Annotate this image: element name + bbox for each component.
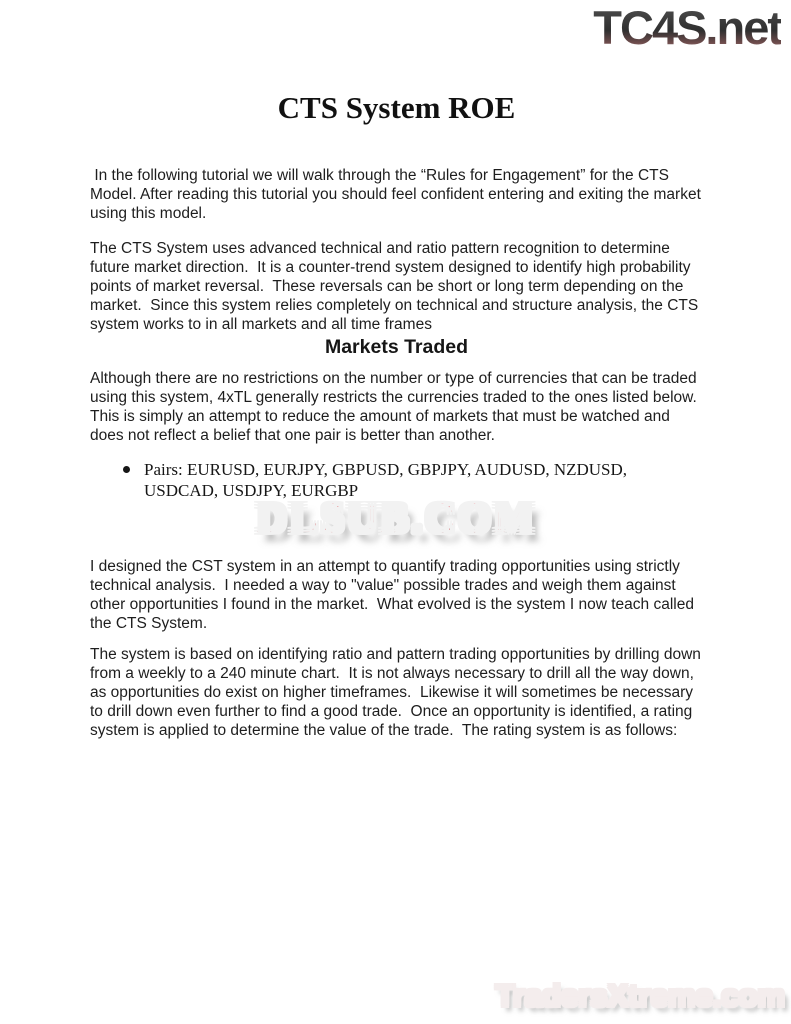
tc4s-site-watermark-logo[interactable]: TC4S.net (593, 1, 781, 54)
paragraph-rating-intro: The system is based on identifying ratio and pattern trading opportunities by drilling down from a weekly to a 240 minute chart. It is not always necessary to drill all the way down, as opportunities do exist on higher timeframes. Likewise it will sometimes be necessary to drill down even further to find a good trade. Once an opportunity is identified, a rating system is applied to determine the value of the trade. The rating system is as follows: (90, 646, 706, 739)
paragraph-cts-overview: The CTS System uses advanced technical and ratio pattern recognition to determine future market direction. It is a counter-trend system designed to identify high probability points of market reversal. These reversals can be short or long term depending on the market. Since this system relies completely on technical and structure analysis, the CTS system works to in all markets and all time frames (90, 240, 703, 333)
dlsub-watermark-logo[interactable]: DLSUB.COM (256, 496, 537, 542)
page-title: CTS System ROE (277, 90, 516, 125)
paragraph-markets-body: Although there are no restrictions on the number or type of currencies that can be traded using this system, 4xTL generally restricts the currencies traded to the ones listed below. This is simply an attempt to reduce the amount of markets that must be watched and does not reflect a belief that one pair is better than another. (90, 370, 706, 444)
paragraph-design-story: I designed the CST system in an attempt to quantify trading opportunities using strictly technical analysis. I needed a way to "value" possible trades and weigh them against other opportunities I found in the market. What evolved is the system I now teach called the CTS System. (90, 558, 699, 632)
pairs-list (90, 459, 683, 501)
pairs-list-item (123, 459, 683, 501)
paragraph-intro: In the following tutorial we will walk through the “Rules for Engagement” for the CTS Model. After reading this tutorial you should feel confident entering and exiting the market using this model. (90, 167, 706, 222)
pairs-list-text: Pairs: EURUSD, EURJPY, GBPUSD, GBPJPY, AUDUSD, NZDUSD, USDCAD, USDJPY, EURGBP (144, 460, 628, 500)
markets-traded-heading: Markets Traded (324, 336, 469, 358)
tradersxtreme-watermark-logo[interactable]: TradersXtreme.com (495, 978, 785, 1013)
bullet-icon (123, 466, 130, 473)
